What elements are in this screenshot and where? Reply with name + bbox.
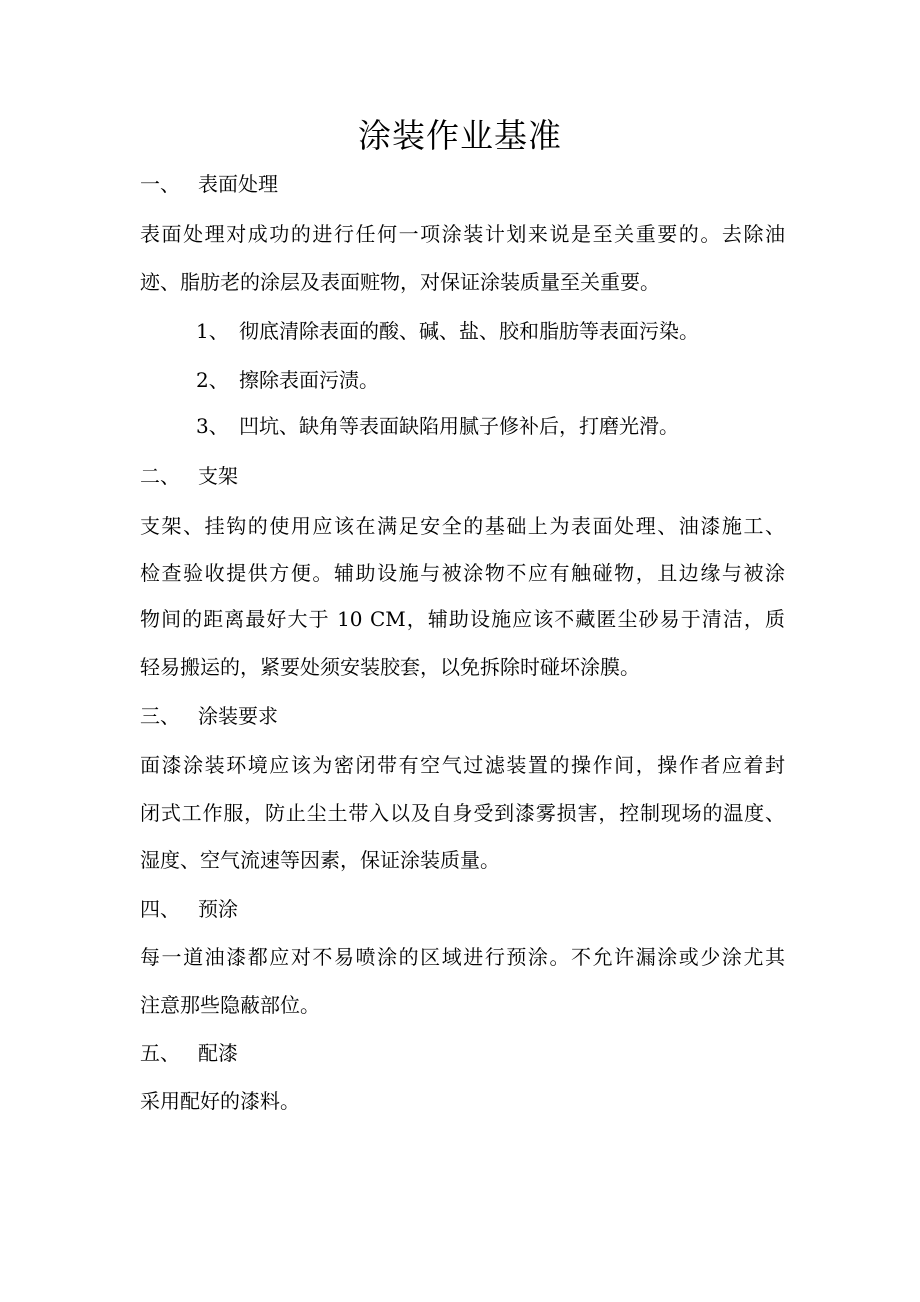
paragraph-line: 迹、脂肪老的涂层及表面赃物，对保证涂装质量至关重要。 xyxy=(140,270,660,294)
section-heading-4 xyxy=(140,896,785,922)
list-item-number: 2、 xyxy=(196,368,229,392)
section-heading-5 xyxy=(140,1040,785,1066)
section-title: 配漆 xyxy=(198,1041,238,1065)
section-title: 支架 xyxy=(198,464,238,488)
paragraph-line: 支架、挂钩的使用应该在满足安全的基础上为表面处理、油漆施工、 xyxy=(140,514,785,538)
section-heading-2 xyxy=(140,463,785,489)
section-number: 五、 xyxy=(140,1041,180,1065)
paragraph-line: 注意那些隐蔽部位。 xyxy=(140,993,320,1017)
paragraph-line: 湿度、空气流速等因素，保证涂装质量。 xyxy=(140,848,500,872)
document-title: 涂装作业基准 xyxy=(358,116,562,155)
list-item-text: 彻底清除表面的酸、碱、盐、胶和脂肪等表面污染。 xyxy=(239,319,699,343)
section-title: 涂装要求 xyxy=(198,704,278,728)
paragraph-line: 物间的距离最好大于 10 CM，辅助设施应该不藏匿尘砂易于清洁，质 xyxy=(140,607,785,631)
list-item-3 xyxy=(196,413,841,439)
list-item-number: 1、 xyxy=(196,319,229,343)
section-title: 预涂 xyxy=(198,897,238,921)
list-item-2 xyxy=(196,367,841,393)
section-heading-3 xyxy=(140,703,785,729)
list-item-1 xyxy=(196,318,841,344)
list-item-text: 擦除表面污渍。 xyxy=(239,368,379,392)
paragraph-line: 面漆涂装环境应该为密闭带有空气过滤装置的操作间，操作者应着封 xyxy=(140,753,785,777)
paragraph-line: 表面处理对成功的进行任何一项涂装计划来说是至关重要的。去除油 xyxy=(140,222,785,246)
section-number: 三、 xyxy=(140,704,180,728)
list-item-text: 凹坑、缺角等表面缺陷用腻子修补后，打磨光滑。 xyxy=(239,414,679,438)
list-item-number: 3、 xyxy=(196,414,229,438)
section-title: 表面处理 xyxy=(198,172,278,196)
section-heading-1 xyxy=(140,171,785,197)
paragraph-line: 检查验收提供方便。辅助设施与被涂物不应有触碰物，且边缘与被涂 xyxy=(140,561,785,585)
section-number: 一、 xyxy=(140,172,180,196)
paragraph-line: 轻易搬运的，紧要处须安装胶套，以免拆除时碰坏涂膜。 xyxy=(140,655,640,679)
paragraph-line: 采用配好的漆料。 xyxy=(140,1089,300,1113)
section-number: 四、 xyxy=(140,897,180,921)
paragraph-line: 闭式工作服，防止尘土带入以及自身受到漆雾损害，控制现场的温度、 xyxy=(140,801,785,825)
section-number: 二、 xyxy=(140,464,180,488)
paragraph-line: 每一道油漆都应对不易喷涂的区域进行预涂。不允许漏涂或少涂尤其 xyxy=(140,945,785,969)
